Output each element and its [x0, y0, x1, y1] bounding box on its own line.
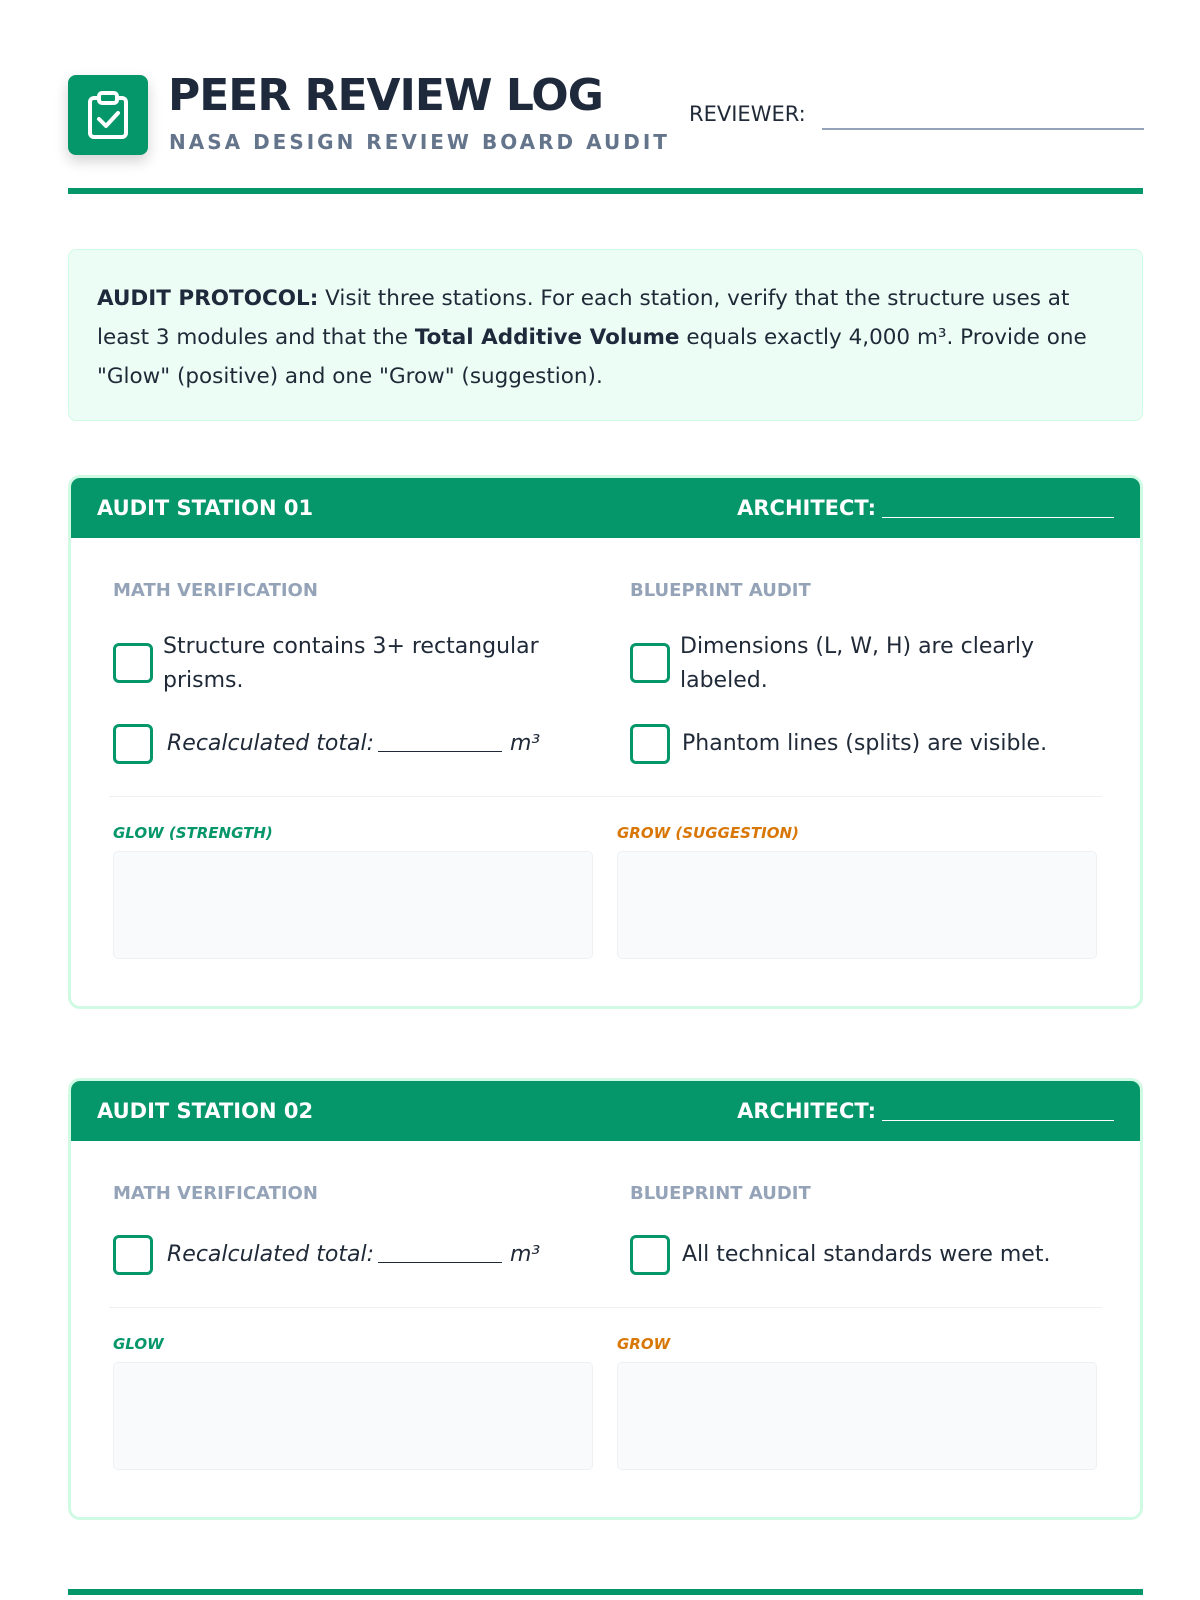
protocol-label: AUDIT PROTOCOL: [97, 286, 319, 311]
glow-input-box[interactable] [113, 1362, 593, 1470]
architect-field [737, 496, 1114, 520]
math-verification-label: MATH VERIFICATION [113, 580, 318, 601]
prisms-checkbox[interactable] [113, 643, 153, 683]
glow-input-box[interactable] [113, 851, 593, 959]
recalc-unit: m³ [509, 1242, 541, 1267]
architect-name-blank[interactable] [882, 1120, 1114, 1121]
footer-divider [68, 1589, 1143, 1595]
protocol-emphasis: Total Additive Volume [414, 325, 680, 350]
recalc-check-text [167, 1238, 540, 1272]
recalc-label: Recalculated total: [167, 731, 374, 756]
clipboard-check-icon [68, 75, 148, 155]
page-header [68, 72, 1143, 196]
recalc-blank[interactable] [378, 1262, 502, 1263]
architect-label: ARCHITECT: [737, 496, 876, 520]
glow-label: GLOW [113, 1335, 164, 1353]
phantom-lines-check-text: Phantom lines (splits) are visible. [682, 731, 1048, 756]
standards-check-text: All technical standards were met. [682, 1242, 1051, 1267]
protocol-text-1: Visit three stations. For each station, verify that the structure uses at least 3 modules and that the [97, 286, 1070, 350]
section-divider [109, 796, 1102, 797]
recalc-check-text [167, 727, 540, 761]
recalc-label: Recalculated total: [167, 1242, 374, 1267]
architect-name-blank[interactable] [882, 517, 1114, 518]
glow-label: GLOW (STRENGTH) [113, 824, 273, 842]
audit-station-01 [68, 475, 1143, 1009]
grow-input-box[interactable] [617, 851, 1097, 959]
section-divider [109, 1307, 1102, 1308]
header-divider [68, 188, 1143, 194]
page-subtitle: NASA DESIGN REVIEW BOARD AUDIT [169, 130, 670, 154]
recalc-blank[interactable] [378, 751, 502, 752]
blueprint-audit-label: BLUEPRINT AUDIT [630, 580, 811, 601]
prisms-check-text: Structure contains 3+ rectangular prisms. [163, 634, 539, 693]
blueprint-audit-label: BLUEPRINT AUDIT [630, 1183, 811, 1204]
standards-checkbox[interactable] [630, 1235, 670, 1275]
grow-label: GROW (SUGGESTION) [617, 824, 799, 842]
dimensions-checkbox[interactable] [630, 643, 670, 683]
recalc-unit: m³ [509, 731, 541, 756]
reviewer-label: REVIEWER: [689, 102, 806, 126]
audit-station-02 [68, 1078, 1143, 1520]
grow-input-box[interactable] [617, 1362, 1097, 1470]
math-verification-label: MATH VERIFICATION [113, 1183, 318, 1204]
phantom-lines-checkbox[interactable] [630, 724, 670, 764]
architect-field [737, 1099, 1114, 1123]
station-title: AUDIT STATION 01 [97, 496, 314, 520]
reviewer-name-field[interactable] [822, 128, 1144, 130]
architect-label: ARCHITECT: [737, 1099, 876, 1123]
station-header [71, 1081, 1140, 1141]
recalc-checkbox[interactable] [113, 1235, 153, 1275]
grow-label: GROW [617, 1335, 671, 1353]
station-title: AUDIT STATION 02 [97, 1099, 314, 1123]
station-header [71, 478, 1140, 538]
recalc-checkbox[interactable] [113, 724, 153, 764]
audit-protocol-box [68, 249, 1143, 421]
dimensions-check-text: Dimensions (L, W, H) are clearly labeled. [680, 634, 1035, 693]
protocol-text-2: equals exactly 4,000 m³. Provide one "Glow" (positive) and one "Grow" (suggestion). [97, 325, 1087, 389]
page-title: PEER REVIEW LOG [168, 70, 603, 121]
